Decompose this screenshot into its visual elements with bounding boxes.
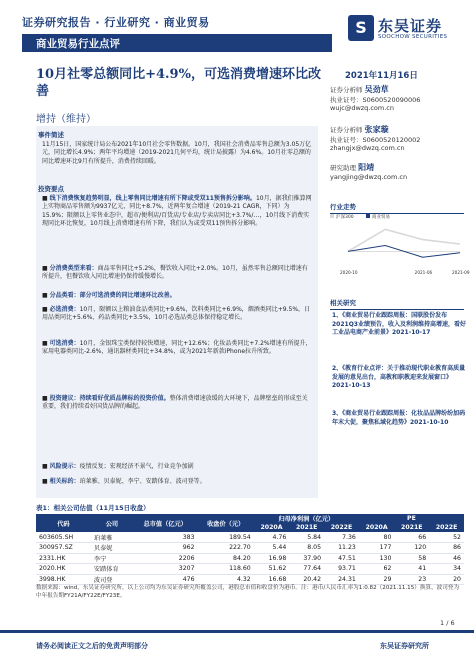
table-cell: 222.70 [198,543,254,554]
table-cell: 383 [133,532,198,543]
table-cell: 476 [133,574,198,585]
breadcrumb: 证券研究报告 · 行业研究 · 商业贸易 [22,16,210,29]
analyst-1 [330,84,460,112]
table-cell: 波司登 [91,574,133,585]
points-heading: 投资要点 [38,185,64,193]
point-bold: 风险提示： [49,463,80,470]
table-cell: 84.20 [198,553,254,564]
table-body [36,532,464,585]
point-text: 10月，限额以上粮油食品类同比+9.6%，饮料类同比+6.9%，烟酒类同比+9.5%，日用品类同比+5.6%，药品类同比+3.5%，10月必选品类总体保持稳定增长。 [42,306,311,322]
disclaimer-note: 请务必阅读正文之后的免责声明部分 [36,642,148,650]
analyst-email[interactable]: zhangjx@dwzq.com.cn [330,144,405,152]
table-cell: 300957.SZ [36,543,91,554]
table-cell: 4.32 [198,574,254,585]
point-bold: 分品类看：部分可选消费的同比增速环比改善。 [49,292,176,299]
table-cell: 962 [133,543,198,554]
page-number: 1 / 6 [440,619,455,627]
logo-english: SOOCHOW SECURITIES [378,34,448,40]
analyst-role: 证券分析师 [330,126,363,134]
table-cell: 23 [394,574,429,585]
table-cell: 66 [394,532,429,543]
legend-swatch-b [366,214,370,218]
table-cell: 24.31 [324,574,359,585]
legend-swatch-a [330,214,334,218]
table-row [36,543,464,554]
point-bold: 线下消费恢复趋势明显，线上零售同比增速有所下降或受双11预售拆分影响。 [49,195,256,202]
col-subheader: 2020A [254,523,290,532]
table-row [36,553,464,564]
related-research-item[interactable]: 2、《教育行业点评：关于推动现代职业教育高质量发展的意见出台，高教和职教迎来发展窗口》2021-10-13 [332,365,466,390]
table-cell: 贝泰妮 [91,543,133,554]
point-item: ■ 可选消费：10月，金银珠宝类保持较快增速，同比+12.6%；化妆品类同比+7.2%增速有所提升，家用电器类同比-2.6%，通讯器材类同比+34.8%，或为2021年新款iPhone拉升所致。 [42,340,312,356]
table-cell: 16.68 [254,574,290,585]
point-text: 商品零售同比+5.2%，餐饮收入同比+2.0%。10月，虽然零售总额同比增速有所提升，但餐饮收入同比增速仍保持缓慢增长。 [42,265,308,281]
table-cell: 5.44 [254,543,290,554]
col-header: 代码 [36,514,91,532]
analyst-3 [330,162,460,181]
point-item: ■ 必选消费：10月，限额以上粮油食品类同比+9.6%，饮料类同比+6.9%，烟酒类同比+9.5%，日用品类同比+5.6%，药品类同比+3.5%，10月必选品类总体保持稳定增长。 [42,306,311,322]
table-cell: 37.90 [289,553,324,564]
point-item: ■ 分品类看：部分可选消费的同比增速环比改善。 [42,292,176,299]
table-cell: 93.71 [324,564,359,575]
logo-mark-icon: S [348,15,374,41]
related-research-title: 相关研究 [330,298,464,310]
point-text: 整体消费增速放缓的大环境下，品牌壁垒的形成至关重要，我们持续看好国货品牌的崛起。 [42,395,308,411]
col-subheader: 2022E [324,523,359,532]
col-header: 收盘价（元） [198,514,254,532]
table-cell: 86 [429,543,464,554]
industry-trend-chart [330,214,470,276]
report-type-bar: 商业贸易行业点评 [22,34,332,52]
point-text: 10月，据我们推算网上实物商品零售额为9937亿元，同比+8.7%，近两年复合增速（2019-21 CAGR，下同）为15.9%；限额以上零售业态中，超市/便利店/百货店/专业店/专卖店同比+3.7%/…，10月线下消费实现同比环比恢复，10月线上消费增速有所下降，我们认为或受双11预售拆分影响。 [42,195,312,228]
point-bold: 必选消费： [49,306,80,313]
related-research-item[interactable]: 1、《商业贸易行业跟踪周报：国联股份发布2021Q3业绩预告，收入及利润维持高增速，看好工业品电商产业前景》2021-10-17 [332,312,466,337]
related-stocks-label: 相关标的： [49,478,80,485]
point-text: 疫情反复；宏观经济不景气，行业竞争加剧 [79,463,194,470]
table-cell: 120 [394,543,429,554]
x-tick-label: 2021-09 [452,270,470,275]
table-cell: 3207 [133,564,198,575]
table-cell: 51.62 [254,564,290,575]
table-cell: 80 [359,532,395,543]
table-cell: 58 [394,553,429,564]
table-cell: 603605.SH [36,532,91,543]
table-cell: 3998.HK [36,574,91,585]
trend-svg [330,214,470,276]
table-cell: 177 [359,543,395,554]
valuation-table [36,514,464,585]
analyst-email[interactable]: wujc@dwzq.com.cn [330,104,395,112]
table-row [36,574,464,585]
table-cell: 珀莱雅 [91,532,133,543]
event-text: 11月15日，国家统计局公布2021年10月社会零售数据。10月，我国社会消费品零售总额为3.05万亿元，同比增长4.9%；两年平均增速（2019-2021几何平均，统计局披露）为4.6%。10月社零总额的同比增速环比9月有所提升，消费持续回暖。 [42,141,312,165]
table-cell: 安踏体育 [91,564,133,575]
col-subheader: 2021E [394,523,429,532]
analyst-name: 吴劲草 [364,85,389,94]
company-logo [348,12,458,52]
point-item: ■ 投资建议：持续看好优质品牌标的投资价值。整体消费增速放缓的大环境下，品牌壁垒的形成至关重要，我们持续看好国货品牌的崛起。 [42,395,308,411]
table-cell: 20.42 [289,574,324,585]
analyst-cert: 执业证号：S0600520090006 [330,96,421,104]
trend-title: 行业走势 [330,202,464,214]
table-cell: 77.64 [289,564,324,575]
table-cell: 5.84 [289,532,324,543]
table-cell: 4.76 [254,532,290,543]
rating: 增持（维持） [36,114,96,125]
footer-divider [0,630,474,633]
related-research-item[interactable]: 3、《商业贸易行业跟踪周报：化妆品品牌纷纷加码年末大促，聚焦私域化趋势》2021-10-10 [332,410,466,426]
table-cell: 189.54 [198,532,254,543]
analyst-name: 阳靖 [358,163,375,172]
table-cell: 李宁 [91,553,133,564]
table-cell: 16.98 [254,553,290,564]
table-cell: 29 [359,574,395,585]
table-cell: 7.36 [324,532,359,543]
table-caption: 表1：相关公司估值（11月15日收盘） [36,504,150,512]
analyst-email[interactable]: yangjing@dwzq.com.cn [330,173,408,181]
related-stocks: ■ 相关标的：珀莱雅、贝泰妮、李宁、安踏体育、波司登等。 [42,478,206,485]
table-row [36,564,464,575]
table-header-row [36,514,464,523]
analyst-2 [330,124,460,152]
table-source: 数据来源：wind，东吴证券研究所，以上公司均为东吴证券研究所覆盖公司，港股总市值和收盘价为港币。注：港币/人民币汇率为1:0.82（2021.11.15）换算，波司登为中年报告期FY21A/FY22E/FY23E。 [36,585,460,599]
table-cell: 130 [359,553,395,564]
table-cell: 118.60 [198,564,254,575]
point-item: ■ 线下消费恢复趋势明显，线上零售同比增速有所下降或受双11预售拆分影响。10月，据我们推算网上实物商品零售额为9937亿元，同比+8.7%，近两年复合增速（2019-21 CAGR，下同）为15.9%；限额以上零售业态中，超市/便利店/百货店/专业店/专卖店同比+3.7%/…，10月线下消费实现同比环比恢复，10月线上消费增速有所下降，我们认为或受双11预售拆分影响。 [42,195,312,228]
col-subheader: 2022E [429,523,464,532]
table-cell: 62 [359,564,395,575]
table-cell: 11.23 [324,543,359,554]
analyst-name: 张家璇 [364,125,389,134]
analyst-role: 研究助理 [330,164,356,172]
table-cell: 20 [429,574,464,585]
table-cell: 46 [429,553,464,564]
logo-name: 东吴证券 [378,17,443,35]
table-cell: 2206 [133,553,198,564]
table-cell: 41 [394,564,429,575]
table-cell: 8.05 [289,543,324,554]
col-header: PE [359,514,464,523]
series-line-0 [348,229,460,251]
col-header: 归母净利润（亿元） [254,514,359,523]
point-item: ■ 风险提示：疫情反复；宏观经济不景气，行业竞争加剧 [42,463,194,470]
table-cell: 52 [429,532,464,543]
point-bold: 分消费类型来看： [49,265,98,272]
point-bold: 可选消费： [49,340,80,347]
point-item: ■ 分消费类型来看：商品零售同比+5.2%，餐饮收入同比+2.0%。10月，虽然零售总额同比增速有所提升，但餐饮收入同比增速仍保持缓慢增长。 [42,265,308,281]
legend-b: 商业贸易 [372,215,390,220]
x-tick-label: 2021-06 [414,270,433,275]
report-date: 2021年11月16日 [345,71,418,81]
col-header: 公司 [91,514,133,532]
col-subheader: 2021E [289,523,324,532]
point-bold: 投资建议：持续看好优质品牌标的投资价值。 [49,395,170,402]
table-cell: 2331.HK [36,553,91,564]
legend-a: 沪深300 [336,215,354,220]
table-cell: 47.51 [324,553,359,564]
report-title: 10月社零总额同比+4.9%，可选消费增速环比改善 [36,67,321,99]
event-heading: 事件简述 [38,131,64,139]
report-header [0,0,474,58]
point-text: 10月，金银珠宝类保持较快增速，同比+12.6%；化妆品类同比+7.2%增速有所提升，家用电器类同比-2.6%，通讯器材类同比+34.8%，或为2021年新款iPhone拉升所致。 [42,340,312,356]
analyst-cert: 执业证号：S0600520120002 [330,136,421,144]
col-subheader: 2020A [359,523,395,532]
table-cell: 34 [429,564,464,575]
x-tick-label: 2020-10 [340,270,358,275]
related-stocks-text: 珀莱雅、贝泰妮、李宁、安踏体育、波司登等。 [79,478,206,485]
col-header: 总市值（亿元） [133,514,198,532]
table-row [36,532,464,543]
footer-institute: 东吴证券研究所 [380,642,429,650]
analyst-role: 证券分析师 [330,86,363,94]
table-cell: 2020.HK [36,564,91,575]
